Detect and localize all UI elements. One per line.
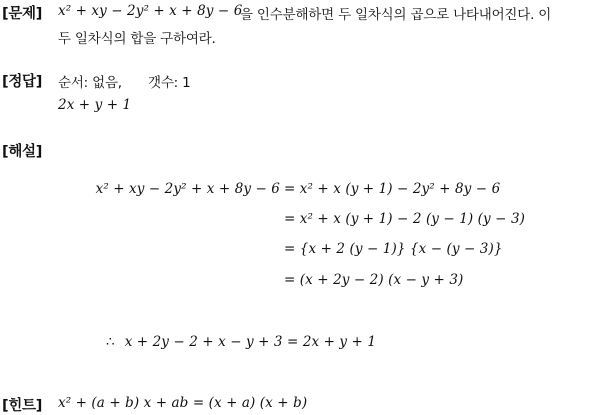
problem-text-line2: 두 일차식의 합을 구하여라. bbox=[58, 31, 216, 47]
solution-label: [해설] bbox=[2, 144, 43, 160]
solution-lhs: x² + xy − 2y² + x + 8y − 6 bbox=[95, 181, 280, 197]
answer-value: 2x + y + 1 bbox=[58, 97, 132, 113]
problem-expression: x² + xy − 2y² + x + 8y − 6 bbox=[58, 3, 243, 19]
solution-conclusion-row bbox=[106, 334, 376, 350]
solution-step-2: = x² + x (y + 1) − 2 (y − 1) (y − 3) bbox=[284, 211, 526, 227]
answer-order: 순서: 없음, bbox=[58, 75, 122, 91]
therefore-symbol: ∴ bbox=[106, 334, 115, 350]
solution-step-3: = {x + 2 (y − 1)} {x − (y − 3)} bbox=[284, 241, 503, 257]
solution-step-4: = (x + 2y − 2) (x − y + 3) bbox=[284, 272, 464, 288]
solution-conclusion: x + 2y − 2 + x − y + 3 = 2x + y + 1 bbox=[124, 334, 377, 350]
answer-count: 갯수: 1 bbox=[148, 75, 191, 91]
hint-label: [힌트] bbox=[2, 398, 43, 414]
answer-label: [정답] bbox=[2, 74, 43, 90]
problem-text-line1: 을 인수분해하면 두 일차식의 곱으로 나타내어진다. 이 bbox=[240, 7, 552, 23]
hint-formula: x² + (a + b) x + ab = (x + a) (x + b) bbox=[58, 395, 308, 411]
solution-step-1: = x² + x (y + 1) − 2y² + 8y − 6 bbox=[284, 181, 501, 197]
problem-label: [문제] bbox=[2, 6, 43, 22]
